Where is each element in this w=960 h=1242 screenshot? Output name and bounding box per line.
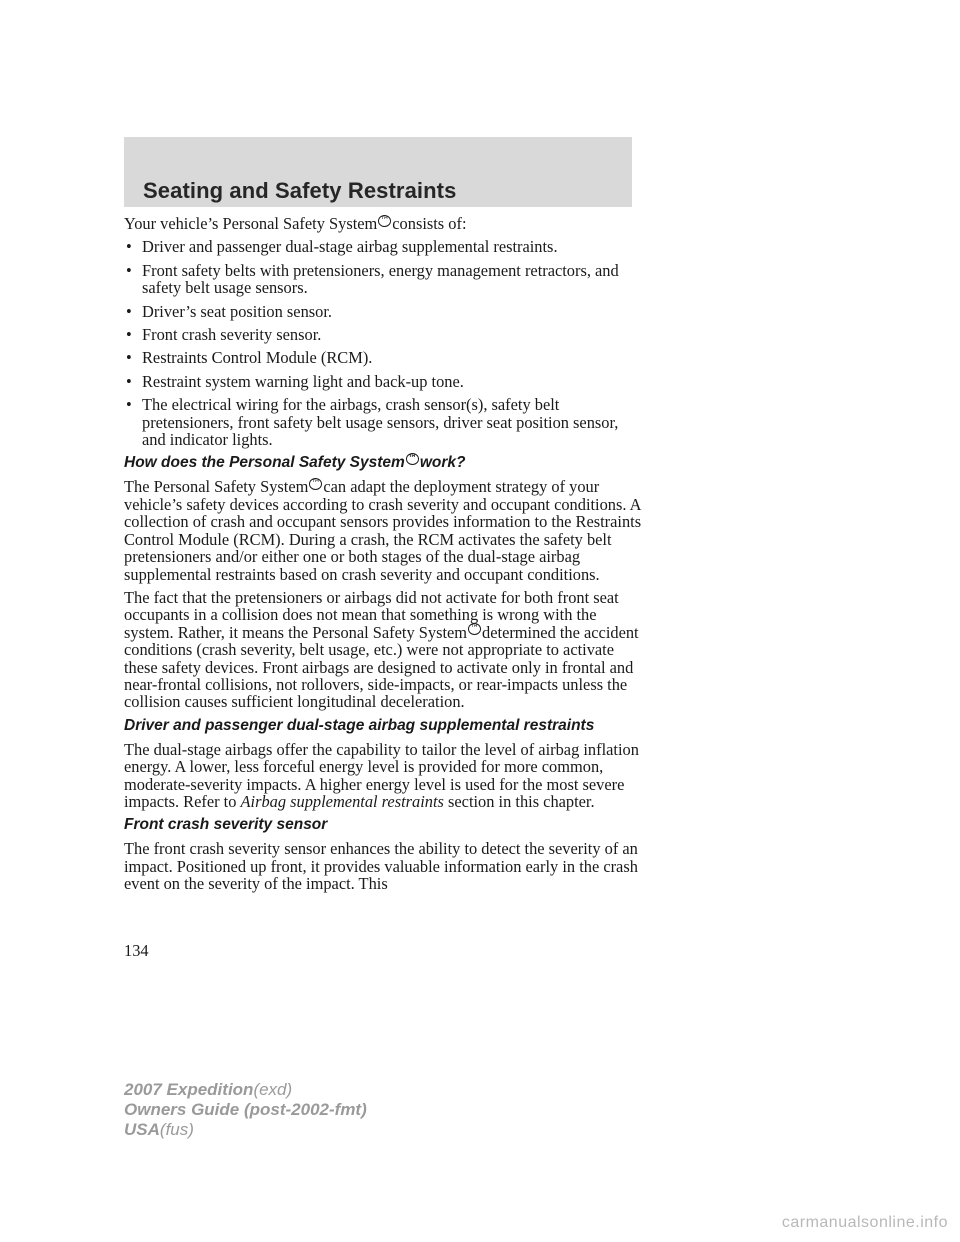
bullet-icon: • (126, 395, 132, 415)
footer-line-model (124, 1080, 367, 1100)
list-item-text: Front crash severity sensor. (142, 325, 322, 345)
footer-line-market (124, 1120, 367, 1140)
paragraph-text-start: The dual-stage airbags offer the capability to tailor the level of airbag inflation energy. A lower, less forceful energy level is provided for more common, moderate-severity impacts. A higher energy level is used for the most severe impacts. Refer to (124, 739, 639, 811)
paragraph-text-start: The fact that the pretensioners or airbags did not activate for both front seat occupants in a collision does not mean that something is wrong with the system. Rather, it means the Personal Safety System (124, 587, 619, 642)
how-it-works-heading (124, 454, 644, 472)
list-item-text: The electrical wiring for the airbags, crash sensor(s), safety belt pretensioners, front safety belt usage sensors, driver seat position sensor, and indicator lights. (142, 395, 619, 450)
list-item (124, 303, 644, 320)
list-item-text: Driver and passenger dual-stage airbag supplemental restraints. (142, 237, 558, 257)
paragraph-text-end: section in this chapter. (448, 791, 595, 811)
page-number: 134 (124, 941, 149, 960)
how-it-works-paragraph-2 (124, 589, 644, 711)
list-item (124, 349, 644, 366)
paragraph-text-end: determined the accident conditions (crash severity, belt usage, etc.) were not appropriate to activate these safety devices. Front airbags are designed to activate only in frontal and near-frontal collisions, not rollovers, side-impacts, or rear-impacts unless the collision causes sufficient longitudinal deceleration. (124, 622, 639, 712)
footer-market: USA (124, 1120, 160, 1139)
components-list (124, 238, 644, 448)
heading-text-end: work? (419, 454, 466, 472)
footer-line-guide (124, 1100, 367, 1120)
bullet-icon: • (126, 260, 132, 280)
bullet-icon: • (126, 348, 132, 368)
trademark-icon: ™ (470, 624, 480, 635)
dual-stage-paragraph (124, 741, 644, 811)
bullet-icon: • (126, 237, 132, 257)
trademark-icon: ™ (311, 479, 321, 489)
list-item-text: Driver’s seat position sensor. (142, 301, 332, 321)
crash-sensor-paragraph: The front crash severity sensor enhances the ability to detect the severity of an impact. Positioned up front, it provides valuable information early in the crash event on the severity of the impact. This (124, 839, 638, 894)
document-footer (124, 1080, 367, 1140)
how-it-works-paragraph-1 (124, 478, 644, 582)
trademark-icon: ™ (407, 454, 417, 465)
footer-model-code: (exd) (253, 1080, 293, 1099)
footer-guide: Owners Guide (post-2002-fmt) (124, 1100, 367, 1119)
page-content (124, 215, 644, 899)
section-title: Seating and Safety Restraints (143, 178, 457, 203)
crash-sensor-heading: Front crash severity sensor (124, 816, 328, 834)
intro-paragraph (124, 215, 644, 232)
airbag-section-reference: Airbag supplemental restraints (240, 791, 444, 811)
list-item (124, 262, 644, 297)
watermark: carmanualsonline.info (781, 1214, 948, 1231)
paragraph-text-end: can adapt the deployment strategy of your vehicle’s safety devices according to crash severity and occupant conditions. A collection of crash and occupant sensors provides information to the Restraints Control Module (RCM). During a crash, the RCM activates the safety belt pretensioners and/or either one or both stages of the dual-stage airbag supplemental restraints based on crash severity and occupant conditions. (124, 477, 642, 584)
list-item (124, 373, 644, 390)
footer-market-code: (fus) (159, 1120, 194, 1139)
bullet-icon: • (126, 301, 132, 321)
bullet-icon: • (126, 325, 132, 345)
bullet-icon: • (126, 371, 132, 391)
list-item (124, 326, 644, 343)
intro-text-start: Your vehicle’s Personal Safety System (124, 214, 378, 233)
footer-model: 2007 Expedition (124, 1080, 254, 1099)
list-item (124, 238, 644, 255)
list-item-text: Front safety belts with pretensioners, energy management retractors, and safety belt usage sensors. (142, 260, 619, 298)
trademark-icon: ™ (380, 215, 390, 226)
dual-stage-heading: Driver and passenger dual-stage airbag supplemental restraints (124, 716, 595, 734)
intro-text-end: consists of: (392, 214, 467, 233)
list-item-text: Restraints Control Module (RCM). (142, 348, 373, 368)
paragraph-text-start: The Personal Safety System (124, 477, 309, 497)
list-item (124, 396, 644, 448)
list-item-text: Restraint system warning light and back-up tone. (142, 371, 464, 391)
heading-text-start: How does the Personal Safety System (124, 454, 405, 472)
